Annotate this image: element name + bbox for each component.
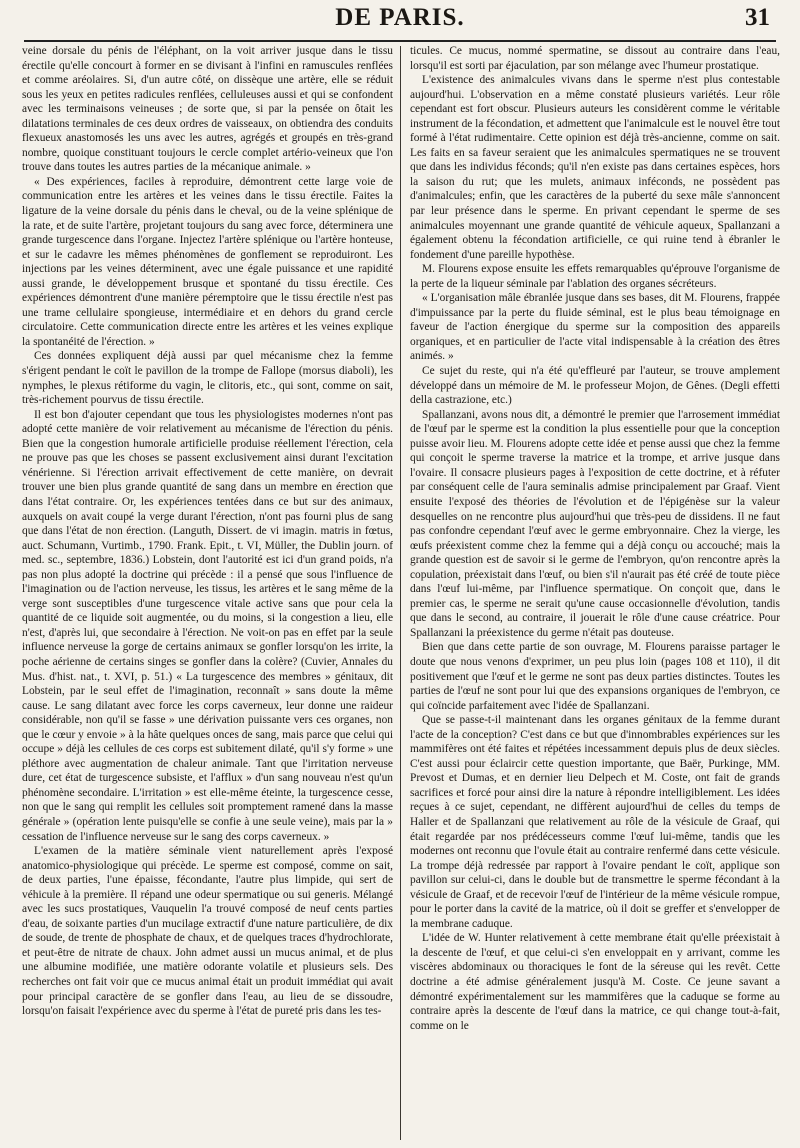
page-number: 31 — [745, 4, 770, 31]
paragraph: Bien que dans cette partie de son ouvrage, M. Flourens paraisse partager le doute que nous venons d'exprimer, un peu plus loin (pages 108 et 110), il dit positivement que l'œuf et le germe ne sont pas deux parties distinctes. Toutes les parties de l'œuf ne sont pour lui que des expansions organiques de l'embryon, ce qui coïncide parfaitement avec l'idée de Spallanzani. — [410, 641, 780, 712]
paragraph: ticules. Ce mucus, nommé spermatine, se dissout au contraire dans l'eau, lorsqu'il est sorti par éjaculation, par son mélange avec l'humeur prostatique. — [410, 45, 780, 72]
column-divider — [400, 46, 401, 1140]
right-column — [410, 44, 780, 1140]
paragraph: « Des expériences, faciles à reproduire, démontrent cette large voie de communication entre les artères et les veines dans le tissu érectile. Faites la ligature de la veine dorsale du pénis dans le cheval, ou de la veine splénique de la rate, et de suite l'artère, projetant toujours du sang avec force, déterminera une grande turgescence dans l'organe. Injectez l'artère splénique ou l'artère honteuse, et sur le cadavre les mêmes phénomènes de gonflement se reproduiront. Les injections par les veines déterminent, avec une égale puissance et une rapidité aussi grande, le développement brusque et spontané du tissu érectile. Ces expériences démontrent d'une manière péremptoire que le tissu érectile n'est pas une trame cellulaire spongieuse, intermédiaire et en dehors du grand cercle circulatoire. Cette communication directe entre les artères et les veines explique la spontanéité de l'érection. » — [22, 175, 393, 348]
page-header — [24, 0, 776, 42]
paragraph: Que se passe-t-il maintenant dans les organes génitaux de la femme durant l'acte de la conception? C'est dans ce but que d'innombrables expériences sur les mammifères ont été faites et répétées incessamment depuis plus de deux siècles. C'est aussi pour éclaircir cette question importante, que Baër, Purkinge, MM. Prevost et Dumas, et en dernier lieu Delpech et M. Coste, ont fait de grands sacrifices et forcé pour ainsi dire la nature à répondre intelligiblement. Les idées reçues à ce sujet, cependant, ne diffèrent aujourd'hui de celles du temps de Haller et de Spallanzani que relativement au rôle de la vésicule de Graaf, qui était regardée par nos prédécesseurs comme l'œuf lui-même, tandis que les modernes ont reconnu que l'ovule était au contraire renfermé dans cette vésicule. La trompe déjà redressée par rapport à l'ovaire pendant le coït, applique son pavillon sur celui-ci, dans le double but de transmettre le sperme fécondant à la vésicule de Graaf, et de recevoir l'œuf de l'intérieur de la même vésicule rompue, pour le porter dans la cavité de la matrice, où il doit se greffer et s'envelopper de la membrane caduque. — [410, 714, 780, 930]
paragraph: L'existence des animalcules vivans dans le sperme n'est plus contestable aujourd'hui. L'observation en a même constaté plusieurs variétés. Leur rôle cependant est fort obscur. Plusieurs auteurs les considèrent comme le véritable instrument de la fécondation, et admettent que l'animalcule est le nouvel être tout formé à l'état rudimentaire. Cette opinion est déjà très-ancienne, comme on sait. Les faits en sa faveur seraient que les animalcules spermatiques ne se trouvent que dans les individus féconds; qu'il n'en existe pas dans certaines espèces, hors la saison du rut; que les mulets, animaux inféconds, ne possèdent pas d'animalcules; enfin, que les caractères de la puberté du sexe mâle s'annoncent par leur présence dans le sperme. En privant cependant le sperme de ses animalcules moyennant une grande quantité de véhicule aqueux, Spallanzani a également obtenu la fécondation artificielle, ce qui ruine tend à ébranler le fondement d'une pareille hypothèse. — [410, 74, 780, 261]
paragraph: veine dorsale du pénis de l'éléphant, on la voit arriver jusque dans le tissu érectile qu'elle concourt à former en se divisant à l'infini en ramuscules renflées et comme aréolaires. Si, d'un autre côté, on dissèque une artère, elle se réduit sous les yeux en petites radicules renflées, celluleuses aussi et qui se confondent avec les terminaisons veineuses ; de sorte que, si par la pensée on ôtait les dilatations terminales de ces deux ordres de vaisseaux, on obtiendra des conduits flexueux anastomosés les uns avec les autres, agrégés et groupés en très-grand nombre, quoique constituant toujours le cercle complet artério-veineux que l'on trouve dans toutes les autres parties de la mécanique animale. » — [22, 45, 393, 174]
paragraph: Il est bon d'ajouter cependant que tous les physiologistes modernes n'ont pas adopté cette manière de voir relativement au mécanisme de l'érection du pénis. Bien que la congestion humorale artificielle produise réellement l'érection, cela ne prouve pas que les choses se passent exclusivement ainsi durant l'excitation vénérienne. Si l'érection arrivait effectivement de cette manière, on devrait trouver une bien plus grande quantité de sang dans un membre en érection que dans l'état contraire. Or, les expériences tentées dans ce but sur des animaux, auxquels on avait coupé la verge durant l'érection, n'ont pas fourni plus de sang que dans l'état de non érection. (Languth, Dissert. de vi imagin. matris in fœtus, auct. Schumann, Vurtimb., 1790. Frank. Epit., t. VI, Müller, the Dublin journ. of med. sc., septembre, 1836.) Lobstein, dont l'autorité est ici d'un grand poids, n'a pas non plus adopté la doctrine qui précède : il a pensé que sous l'influence de l'imagination ou de l'action nerveuse, les tissus, les artères et le sang même de la verge sont susceptibles d'une turgescence vitale active sans que pour cela la quantité de ce liquide soit augmentée, ou du moins, si la congestion a lieu, elle n'est, d'après lui, que secondaire à l'érection. Ne voit-on pas en effet par la seule influence nerveuse la gorge de certains animaux se gonfler lorsqu'on les irrite, la poche aérienne de certains singes se gonfler dans la colère? (Cuvier, Annales du Mus. d'hist. nat., t. XVI, p. 51.) « La turgescence des membres » génitaux, dit Lobstein, par le seul effet de l'imagination, reconnaît » sans doute la même cause. Le sang dilatant avec force les corps caverneux, leur donne une raideur considérable, non qu'il se fasse » une dérivation puissante vers ces organes, non que le cœur y envoie » à la hâte quelques onces de sang, mais parce que celui qui occupe » déjà les cellules de ces corps est subitement dilaté, qu'il s'y forme » une pléthore avec augmentation de chaleur animale. Tant que l'irritation nerveuse dure, cet état de turgescence subsiste, et l'afflux » d'un sang nouveau n'est qu'un phénomène secondaire. L'irritation » est elle-même éteinte, la turgescence cesse, non que le sang qui remplit les cellules soit promptement ramené dans la masse générale » (opération lente puisqu'elle se confie à une seule veine), mais par la » cessation de l'influence nerveuse sur le sang des corps caverneux. » — [22, 408, 393, 843]
paragraph: Ces données expliquent déjà aussi par quel mécanisme chez la femme s'érigent pendant le coït le pavillon de la trompe de Fallope (morsus diaboli), les nymphes, le plexus rétiforme du vagin, le clitoris, etc., qui sont, comme on sait, très-richement pourvus de tissu érectile. — [22, 350, 393, 407]
left-column — [22, 44, 393, 1140]
paragraph: « L'organisation mâle ébranlée jusque dans ses bases, dit M. Flourens, frappée d'impuissance par la perte du fluide séminal, est le plus beau témoignage en faveur de l'action énergique du sperme sur la composition des appareils organiques, et en particulier de l'acte vital indispensable à la création des êtres animés. » — [410, 292, 780, 363]
paragraph: L'examen de la matière séminale vient naturellement après l'exposé anatomico-physiologique qui précède. Le sperme est composé, comme on sait, de deux parties, l'une épaisse, fécondante, l'autre plus limpide, qui sert de véhicule à la première. Il répand une odeur spermatique ou sui generis. Mélangé avec les sucs prostatiques, Vauquelin l'a trouvé composé de neuf cents parties d'eau, de soixante parties d'un mucilage extractif d'une nature particulière, de dix de soude, de trente de phosphate de chaux, et de quelques traces d'hydrochlorate, et peut-être de nitrate de chaux. John admet aussi un mucus animal, et de plus une albumine modifiée, une matière odorante volatile et plusieurs sels. Des recherches ont fait voir que ce mucus animal était un produit immédiat qui avait pour principal caractère de se gonfler dans l'eau, au lieu de se dissoudre, lorsqu'on faisait l'expérience avec du sperme à l'état de pureté pris dans les tes- — [22, 845, 393, 1018]
paragraph: Spallanzani, avons nous dit, a démontré le premier que l'arrosement immédiat de l'œuf par le sperme est la condition la plus essentielle pour que la conception puisse avoir lieu. M. Flourens adopte cette idée et pense aussi que chez la femme qui conçoit le sperme traverse la matrice et la trompe, et arrive jusque dans l'ovaire. Il consacre plusieurs pages à l'exposition de cette doctrine, et à réfuter par conséquent celle de l'aura seminalis admise principalement par Graaf. Vient ensuite l'exposé des théories de l'évolution et de l'épigénèse sur la valeur desquelles on ne rencontre plus aujourd'hui que très-peu de dissidens. Il ne faut pas confondre cependant l'œuf avec le germe embryonnaire. Chez la vierge, les œufs préexistent comme chez la femme qui a déjà conçu ou accouché; mais la grande question est de savoir si le germe de l'embryon, qu'on rencontre après la copulation, préexistait dans l'œuf, ou bien s'il n'aurait pas été créé de toute pièce dans l'œuf lui-même, par l'influence spermatique. On conçoit que, dans le premier cas, le sperme ne serait qu'une cause occasionnelle d'évolution, tandis que dans le second, au contraire, il jouerait le rôle d'une cause créatrice. Pour Spallanzani la préexistence du germe n'était pas douteuse. — [410, 408, 780, 639]
paragraph: M. Flourens expose ensuite les effets remarquables qu'éprouve l'organisme de la perte de la liqueur séminale par l'ablation des organes sécréteurs. — [410, 263, 780, 290]
paragraph: L'idée de W. Hunter relativement à cette membrane était qu'elle préexistait à la descente de l'œuf, et que celui-ci s'en enveloppait en y arrivant, comme les viscères abdominaux ou thoraciques le font de la séreuse qui les revêt. Cette doctrine a été admise généralement jusqu'à M. Coste. Ce jeune savant a démontré expérimentalement sur les mammifères que la caduque se forme au contraire après la descente de l'œuf dans la matrice, ce qui change tout-à-fait, comme on le — [410, 932, 780, 1032]
running-title: DE PARIS. — [335, 4, 465, 31]
paragraph: Ce sujet du reste, qui n'a été qu'effleuré par l'auteur, se trouve amplement développé dans un mémoire de M. le professeur Mojon, de Gênes. (Degli effetti della castrazione, etc.) — [410, 365, 780, 407]
